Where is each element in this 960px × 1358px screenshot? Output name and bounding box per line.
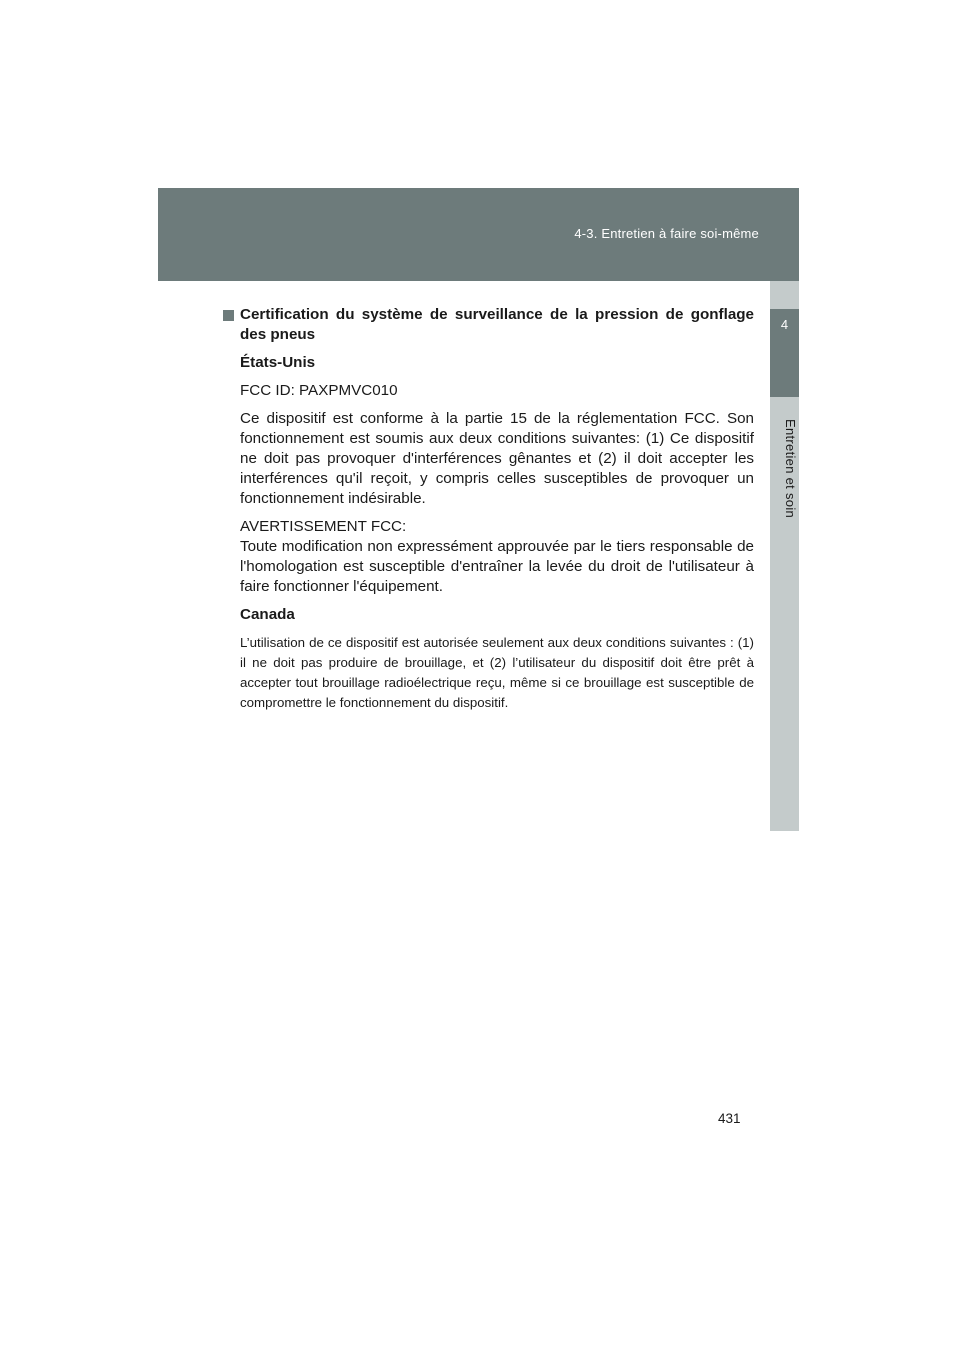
main-content [222,305,754,713]
chapter-side-tab [770,281,799,831]
canada-section [222,605,754,713]
fcc-id: FCC ID: PAXPMVC010 [240,382,398,399]
fcc-warning-text: Toute modification non expressément approuvée par le tiers responsable de l'homologation est susceptible d'entraîner la levée du droit de l'utilisateur à faire fonctionner l'équipement. [240,538,754,595]
canada-paragraph: L’utilisation de ce dispositif est autorisée seulement aux deux conditions suivantes : (1) il ne doit pas produire de brouillage, et (2) l’utilisateur du dispositif doit être prêt à accepter tout brouillage radioélectrique reçu, même si ce brouillage est susceptible de compromettre le fonctionnement du dispositif. [240,635,754,710]
side-tab-top-block [770,281,799,309]
usa-title: États-Unis [240,354,316,371]
usa-section [222,353,754,597]
section-header-band [158,188,799,281]
fcc-compliance-paragraph: Ce dispositif est conforme à la partie 15 de la réglementation FCC. Son fonctionnement est soumis aux deux conditions suivantes: (1) Ce dispositif ne doit pas provoquer d'interférences gênantes et (2) il doit accepter les interférences qu'il reçoit, y compris celles susceptibles de provoquer un fonctionnement indésirable. [240,410,754,507]
canada-title: Canada [240,606,295,623]
section-title: 4-3. Entretien à faire soi-même [574,226,759,241]
fcc-warning-title: AVERTISSEMENT FCC: [240,518,407,535]
chapter-number: 4 [780,317,789,332]
square-bullet-icon [223,310,234,321]
fcc-warning [240,517,754,597]
section-heading-text: Certification du système de surveillance de la pression de gonflage des pneus [240,306,754,343]
chapter-label: Entretien et soin [783,419,798,519]
page-number: 431 [718,1111,741,1126]
section-heading [222,305,754,345]
